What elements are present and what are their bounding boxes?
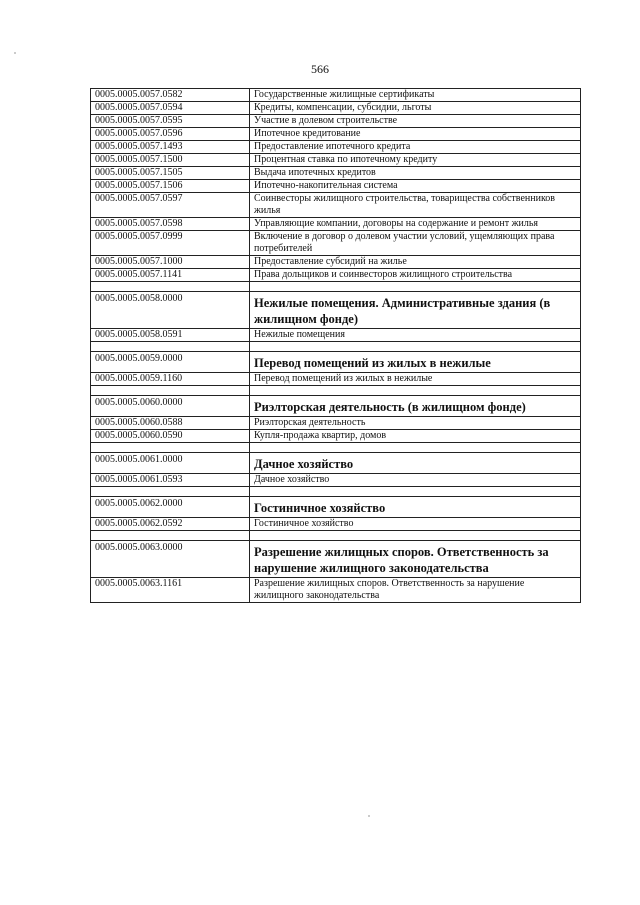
spacer-row [91,282,581,292]
section-title-cell: Гостиничное хозяйство [250,497,581,518]
section-title-cell: Дачное хозяйство [250,453,581,474]
code-cell: 0005.0005.0057.0596 [91,128,250,141]
classifier-table [90,88,581,603]
table-row [91,89,581,102]
description-cell: Нежилые помещения [250,329,581,342]
code-cell: 0005.0005.0063.1161 [91,578,250,603]
description-cell: Дачное хозяйство [250,474,581,487]
description-cell: Участие в долевом строительстве [250,115,581,128]
code-cell: 0005.0005.0057.0598 [91,218,250,231]
code-cell: 0005.0005.0057.0999 [91,231,250,256]
table-row [91,218,581,231]
description-cell: Соинвесторы жилищного строительства, товарищества собственников жилья [250,193,581,218]
description-cell: Государственные жилищные сертификаты [250,89,581,102]
spacer-cell [250,487,581,497]
description-cell: Купля-продажа квартир, домов [250,430,581,443]
table-row [91,430,581,443]
table-row [91,102,581,115]
table-row [91,578,581,603]
scan-speck [368,815,370,817]
code-cell: 0005.0005.0057.0594 [91,102,250,115]
description-cell: Управляющие компании, договоры на содержание и ремонт жилья [250,218,581,231]
section-title-cell: Нежилые помещения. Административные здания (в жилищном фонде) [250,292,581,329]
description-cell: Гостиничное хозяйство [250,518,581,531]
table-row [91,141,581,154]
table-row [91,474,581,487]
description-cell: Процентная ставка по ипотечному кредиту [250,154,581,167]
code-cell: 0005.0005.0057.0597 [91,193,250,218]
code-cell: 0005.0005.0057.0595 [91,115,250,128]
code-cell: 0005.0005.0057.1500 [91,154,250,167]
code-cell: 0005.0005.0057.1506 [91,180,250,193]
table-row [91,193,581,218]
code-cell: 0005.0005.0058.0591 [91,329,250,342]
table-row [91,115,581,128]
description-cell: Предоставление субсидий на жилье [250,256,581,269]
spacer-cell [91,487,250,497]
code-cell: 0005.0005.0063.0000 [91,541,250,578]
scan-speck [14,52,16,54]
spacer-cell [91,386,250,396]
table-row [91,373,581,386]
description-cell: Включение в договор о долевом участии условий, ущемляющих права потребителей [250,231,581,256]
section-heading-row [91,453,581,474]
section-heading-row [91,396,581,417]
description-cell: Перевод помещений из жилых в нежилые [250,373,581,386]
table-row [91,167,581,180]
code-cell: 0005.0005.0057.1505 [91,167,250,180]
description-cell: Риэлторская деятельность [250,417,581,430]
description-cell: Разрешение жилищных споров. Ответственность за нарушение жилищного законодательства [250,578,581,603]
spacer-row [91,386,581,396]
spacer-cell [91,531,250,541]
section-heading-row [91,497,581,518]
code-cell: 0005.0005.0057.1000 [91,256,250,269]
code-cell: 0005.0005.0062.0000 [91,497,250,518]
description-cell: Ипотечное кредитование [250,128,581,141]
table-row [91,180,581,193]
table-row [91,154,581,167]
description-cell: Предоставление ипотечного кредита [250,141,581,154]
spacer-row [91,443,581,453]
spacer-cell [250,386,581,396]
code-cell: 0005.0005.0060.0590 [91,430,250,443]
table-row [91,329,581,342]
table-row [91,256,581,269]
code-cell: 0005.0005.0057.0582 [91,89,250,102]
code-cell: 0005.0005.0060.0000 [91,396,250,417]
spacer-row [91,531,581,541]
code-cell: 0005.0005.0060.0588 [91,417,250,430]
table-row [91,518,581,531]
spacer-cell [250,531,581,541]
section-title-cell: Разрешение жилищных споров. Ответственность за нарушение жилищного законодательства [250,541,581,578]
code-cell: 0005.0005.0061.0000 [91,453,250,474]
spacer-cell [250,282,581,292]
description-cell: Выдача ипотечных кредитов [250,167,581,180]
code-cell: 0005.0005.0057.1141 [91,269,250,282]
table-row [91,231,581,256]
table-row [91,128,581,141]
description-cell: Права дольщиков и соинвесторов жилищного строительства [250,269,581,282]
table-row [91,269,581,282]
code-cell: 0005.0005.0059.0000 [91,352,250,373]
section-heading-row [91,292,581,329]
section-heading-row [91,352,581,373]
code-cell: 0005.0005.0061.0593 [91,474,250,487]
spacer-cell [250,342,581,352]
code-cell: 0005.0005.0062.0592 [91,518,250,531]
code-cell: 0005.0005.0059.1160 [91,373,250,386]
section-title-cell: Риэлторская деятельность (в жилищном фонде) [250,396,581,417]
description-cell: Ипотечно-накопительная система [250,180,581,193]
classifier-table-body [91,89,581,603]
section-title-cell: Перевод помещений из жилых в нежилые [250,352,581,373]
table-row [91,417,581,430]
section-heading-row [91,541,581,578]
code-cell: 0005.0005.0057.1493 [91,141,250,154]
spacer-cell [250,443,581,453]
code-cell: 0005.0005.0058.0000 [91,292,250,329]
spacer-cell [91,282,250,292]
spacer-cell [91,342,250,352]
spacer-row [91,342,581,352]
description-cell: Кредиты, компенсации, субсидии, льготы [250,102,581,115]
spacer-row [91,487,581,497]
page-number: 566 [311,62,329,76]
spacer-cell [91,443,250,453]
